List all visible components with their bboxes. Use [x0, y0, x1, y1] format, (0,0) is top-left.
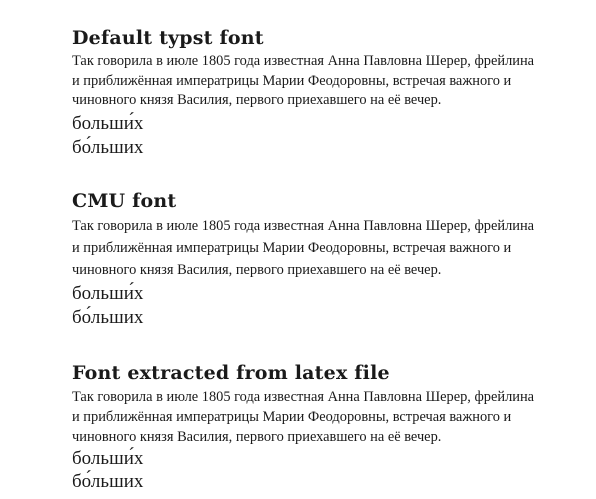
stressed-word-1: больши́х — [72, 448, 144, 469]
section-default-typst-font — [72, 27, 535, 159]
stressed-word-2: бо́льших — [72, 307, 144, 328]
section-heading: Font extracted from latex file — [72, 362, 390, 384]
section-paragraph: Так говорила в июле 1805 года известная Анна Павловна Шерер, фрейлина и приближённая императрицы Марии Феодоровны, встречая важного и чиновного князя Василия, первого приехавшего на её вечер. — [72, 389, 535, 445]
stressed-word-2: бо́льших — [72, 471, 144, 492]
section-cmu-font — [72, 190, 535, 329]
section-heading: Default typst font — [72, 27, 264, 49]
section-heading: CMU font — [72, 190, 177, 212]
section-paragraph: Так говорила в июле 1805 года известная Анна Павловна Шерер, фрейлина и приближённая императрицы Марии Феодоровны, встречая важного и чиновного князя Василия, первого приехавшего на её вечер. — [72, 218, 535, 278]
stressed-word-2: бо́льших — [72, 136, 144, 158]
stressed-word-1: больши́х — [72, 283, 144, 304]
section-latex-font — [72, 362, 535, 493]
stressed-word-1: больши́х — [72, 112, 144, 134]
section-paragraph: Так говорила в июле 1805 года известная Анна Павловна Шерер, фрейлина и приближённая императрицы Марии Феодоровны, встречая важного и чиновного князя Василия, первого приехавшего на её вечер. — [72, 53, 535, 108]
